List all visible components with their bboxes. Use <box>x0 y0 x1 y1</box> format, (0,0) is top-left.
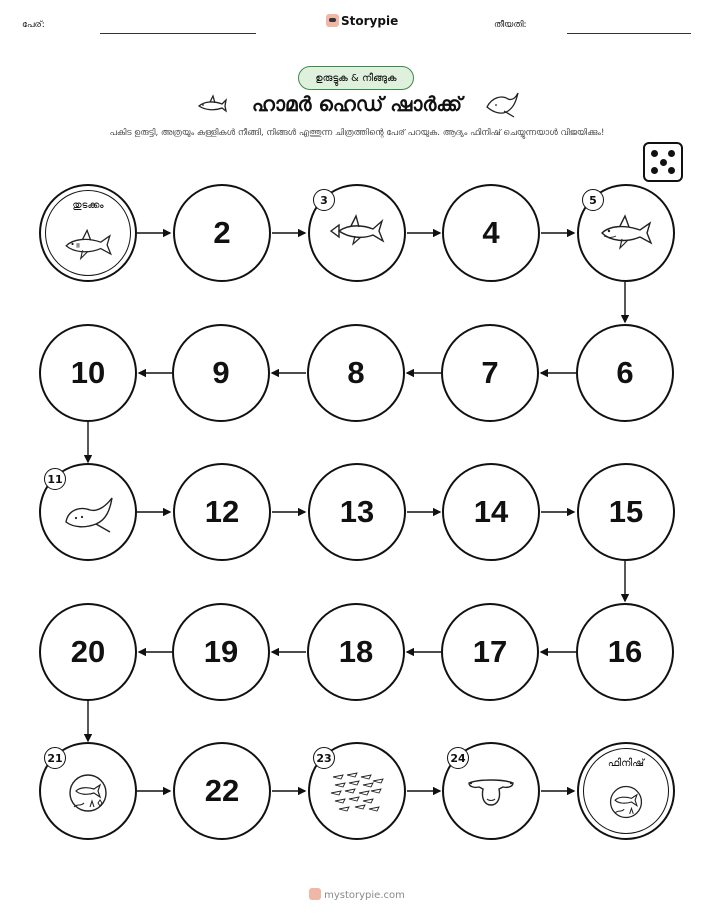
cell-number: 17 <box>472 634 508 669</box>
shark-icon <box>62 224 114 264</box>
cell-number: 13 <box>339 494 375 529</box>
cell-number: 7 <box>481 355 499 390</box>
activity-badge: ഉരുട്ടുക & നീങ്ങുക <box>298 66 414 90</box>
hammerhead-shark-icon <box>329 211 385 255</box>
board-cell-15[interactable] <box>577 463 675 561</box>
board-cell-11[interactable] <box>39 463 137 561</box>
board-cell-16[interactable] <box>576 603 674 701</box>
cell-number: 16 <box>607 634 643 669</box>
cell-number: 8 <box>347 355 365 390</box>
cell-number: 9 <box>212 355 230 390</box>
board-cell-13[interactable] <box>308 463 406 561</box>
cell-number-badge: 3 <box>313 189 335 211</box>
board-cell-9[interactable] <box>172 324 270 422</box>
board-cell-start[interactable] <box>39 184 137 282</box>
name-label: പേര്: <box>22 20 45 30</box>
cell-number: 10 <box>70 355 106 390</box>
cell-number: 14 <box>473 494 509 529</box>
board-cell-14[interactable] <box>442 463 540 561</box>
cell-number: 15 <box>608 494 644 529</box>
board-cell-finish[interactable] <box>577 742 675 840</box>
cell-number: 4 <box>482 215 500 250</box>
cell-number: 18 <box>338 634 374 669</box>
board-cell-24[interactable] <box>442 742 540 840</box>
cell-number-badge: 24 <box>447 747 469 769</box>
shark-icon <box>598 211 654 255</box>
board-cell-22[interactable] <box>173 742 271 840</box>
cell-number: 22 <box>204 773 240 808</box>
page-title: ഹാമർ ഹെഡ് ഷാർക്ക് <box>251 92 463 116</box>
board-cell-6[interactable] <box>576 324 674 422</box>
stingray-icon <box>60 490 116 534</box>
board-cell-3[interactable] <box>308 184 406 282</box>
bear-logo-icon <box>309 888 321 900</box>
cell-number-badge: 11 <box>44 468 66 490</box>
board-cell-12[interactable] <box>173 463 271 561</box>
board-cell-17[interactable] <box>441 603 539 701</box>
board-cell-21[interactable] <box>39 742 137 840</box>
cell-number-badge: 5 <box>582 189 604 211</box>
finish-label: ഫിനിഷ് <box>607 758 645 769</box>
board-cell-5[interactable] <box>577 184 675 282</box>
board-cell-7[interactable] <box>441 324 539 422</box>
ocean-scene-icon <box>60 769 116 813</box>
footer-url[interactable]: mystorypie.com <box>324 890 405 901</box>
start-label: തുടക്കം <box>72 200 104 211</box>
board-cell-4[interactable] <box>442 184 540 282</box>
board-cell-8[interactable] <box>307 324 405 422</box>
hammerhead-front-icon <box>463 769 519 813</box>
instructions: പകിട ഉരുട്ടി, അത്രയും കള്ളികൾ നീങ്ങി, നിങ്ങൾ എത്തുന്ന ചിത്രത്തിന്റെ പേര് പറയുക. ആദ്യം ഫിനിഷ് ചെയ്യുന്നയാൾ വിജയിക്കും! <box>109 128 605 138</box>
board-cell-2[interactable] <box>173 184 271 282</box>
cell-number: 12 <box>204 494 240 529</box>
cell-number: 2 <box>213 215 231 250</box>
board-cell-10[interactable] <box>39 324 137 422</box>
cell-number: 6 <box>616 355 634 390</box>
footer <box>0 888 714 901</box>
ocean-scene-icon <box>600 782 652 822</box>
cell-number-badge: 21 <box>44 747 66 769</box>
board-cell-20[interactable] <box>39 603 137 701</box>
board-cell-19[interactable] <box>172 603 270 701</box>
brand-name: Storypie <box>341 14 399 28</box>
board-cell-23[interactable] <box>308 742 406 840</box>
shark-school-icon <box>329 769 385 813</box>
date-label: തീയതി: <box>494 20 527 30</box>
cell-number-badge: 23 <box>313 747 335 769</box>
cell-number: 19 <box>203 634 239 669</box>
board-cell-18[interactable] <box>307 603 405 701</box>
cell-number: 20 <box>70 634 106 669</box>
